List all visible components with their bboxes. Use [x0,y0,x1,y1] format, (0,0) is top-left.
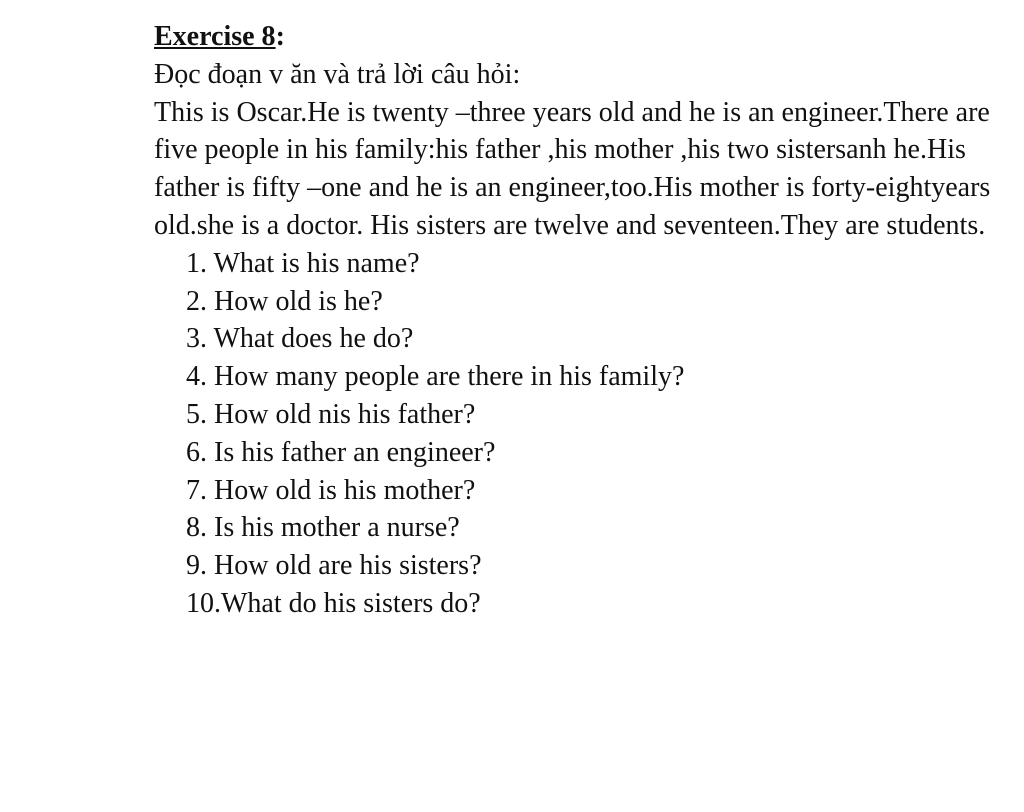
exercise-instruction: Đọc đoạn v ăn và trả lời câu hỏi: [154,58,521,90]
question-item: 8. Is his mother a nurse? [186,512,460,544]
question-item: 1. What is his name? [186,247,420,279]
question-item: 10.What do his sisters do? [186,587,481,619]
reading-passage: This is Oscar.He is twenty –three years old and he is an engineer.There are five people in his family:his father ,his mother ,his two sistersanh he.His father is fifty –one and he is an engineer,too.His mother is forty-eightyears old.she is a doctor. His sisters are twelve and seventeen.They are students. [154,96,991,241]
exercise-document [154,18,994,623]
question-item: 3. What does he do? [186,323,414,355]
question-item: 5. How old nis his father? [186,398,476,430]
question-item: 6. Is his father an engineer? [186,436,496,468]
question-item: 9. How old are his sisters? [186,550,482,582]
question-item: 4. How many people are there in his family? [186,361,685,393]
exercise-title-colon: : [275,21,285,52]
question-item: 2. How old is he? [186,285,383,317]
exercise-title: Exercise 8 [154,21,276,52]
question-list [154,245,994,623]
exercise-heading [154,18,994,56]
question-item: 7. How old is his mother? [186,474,476,506]
